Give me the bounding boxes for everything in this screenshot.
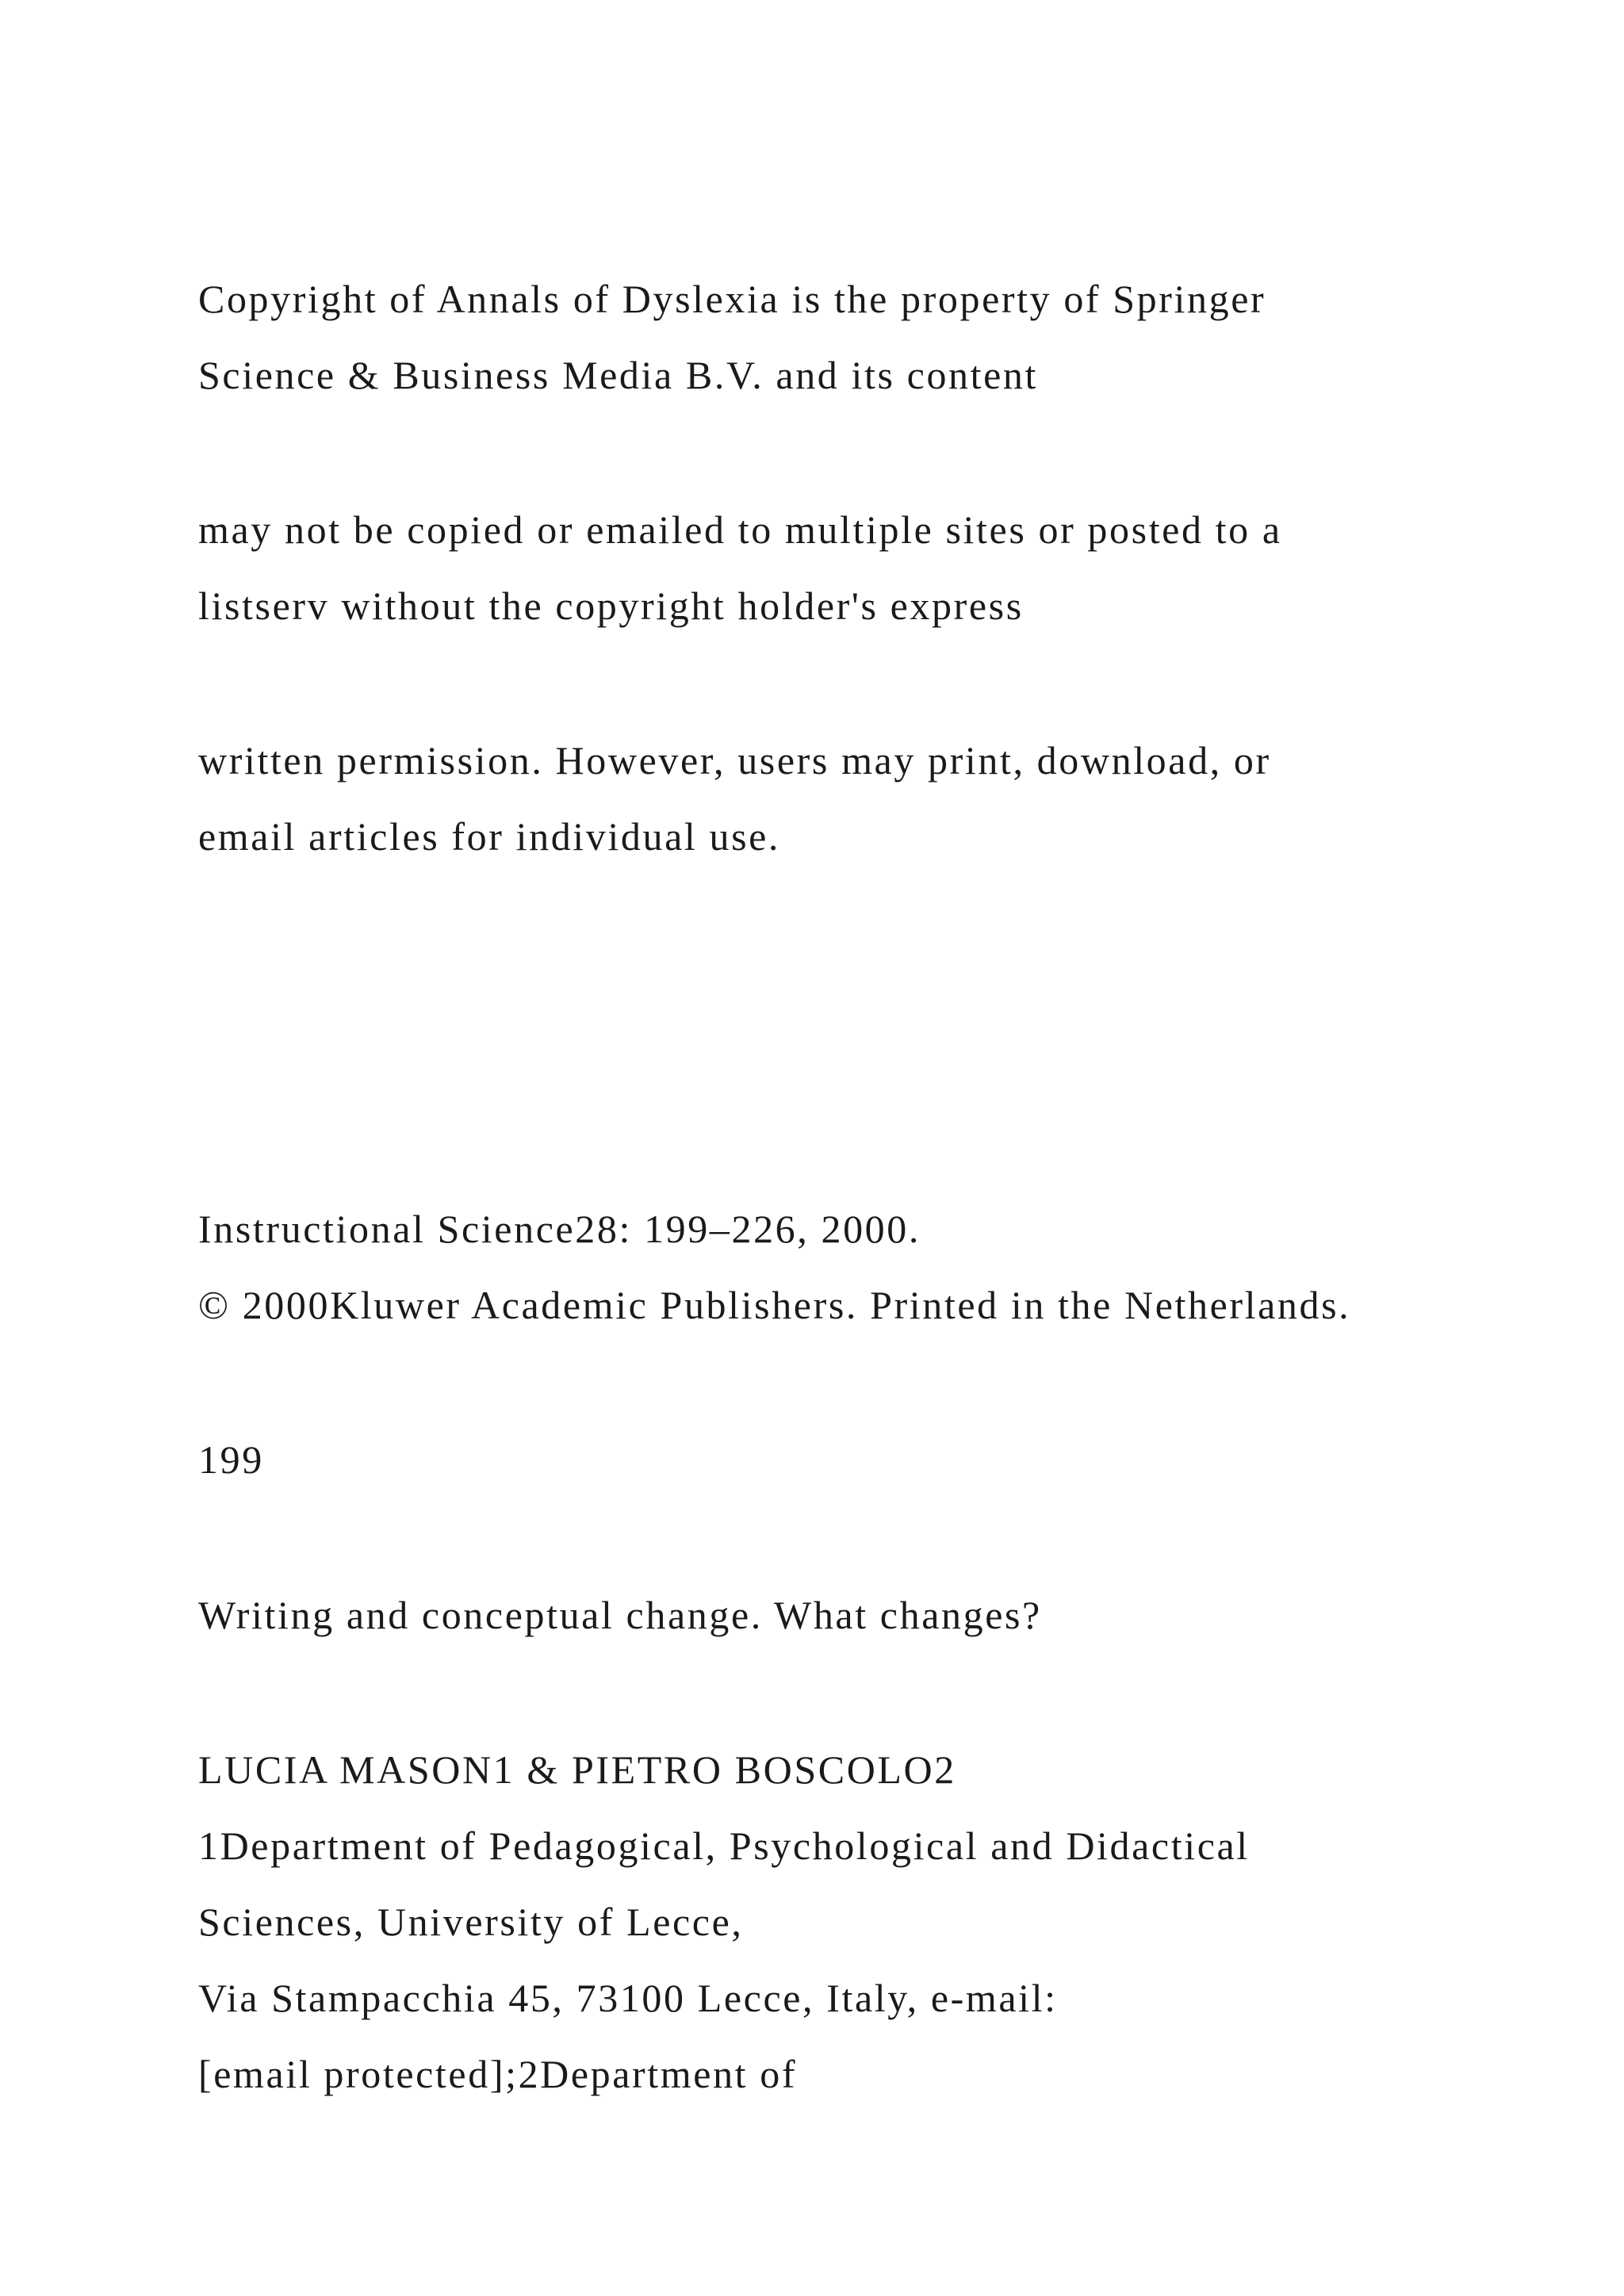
page-number: 199 (198, 1437, 264, 1482)
copyright-notice-line-2: Science & Business Media B.V. and its content (198, 353, 1039, 397)
article-authors: LUCIA MASON1 & PIETRO BOSCOLO2 (198, 1747, 956, 1792)
copyright-notice-line-3: may not be copied or emailed to multiple sites or posted to a (198, 507, 1282, 552)
affiliation-line-1: 1Department of Pedagogical, Psychological and Didactical (198, 1823, 1250, 1868)
affiliation-line-4: [email protected];2Department of (198, 2052, 798, 2096)
affiliation-line-3: Via Stampacchia 45, 73100 Lecce, Italy, e-mail: (198, 1976, 1058, 2020)
journal-citation: Instructional Science28: 199–226, 2000. (198, 1207, 921, 1251)
affiliation-line-2: Sciences, University of Lecce, (198, 1900, 744, 1944)
copyright-notice-line-1: Copyright of Annals of Dyslexia is the property of Springer (198, 277, 1266, 321)
article-title: Writing and conceptual change. What changes? (198, 1593, 1042, 1637)
copyright-notice-line-6: email articles for individual use. (198, 814, 781, 859)
publisher-line: © 2000Kluwer Academic Publishers. Printed in the Netherlands. (198, 1283, 1351, 1327)
copyright-notice-line-4: listserv without the copyright holder's express (198, 584, 1024, 628)
copyright-notice-line-5: written permission. However, users may print, download, or (198, 738, 1271, 783)
